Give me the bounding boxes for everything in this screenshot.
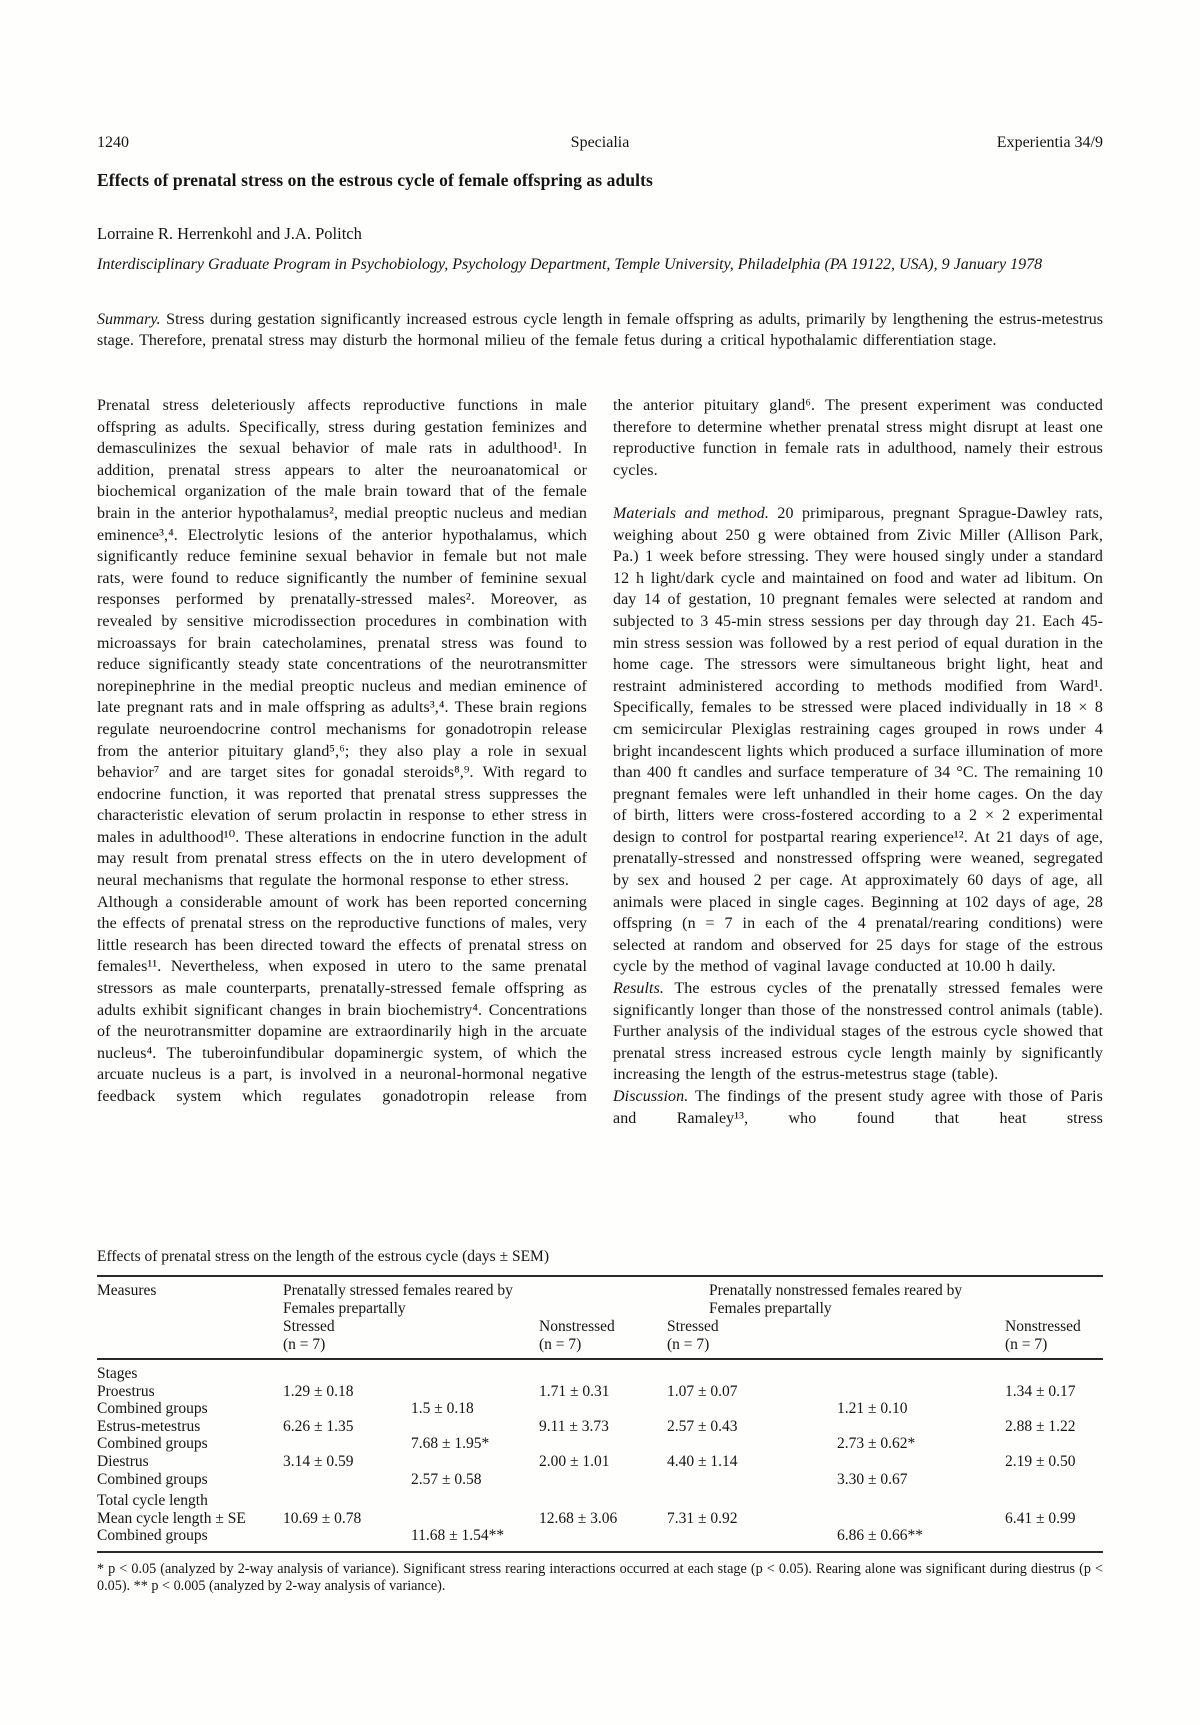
paragraph-lead: Discussion. bbox=[613, 1088, 689, 1105]
table-body bbox=[97, 1360, 1103, 1553]
row-label: Combined groups bbox=[97, 1435, 208, 1453]
row-value: 2.88 ± 1.22 bbox=[1005, 1417, 1076, 1435]
row-value: 4.40 ± 1.14 bbox=[667, 1452, 738, 1470]
row-value bbox=[283, 1492, 411, 1510]
table-row bbox=[97, 1435, 1103, 1453]
subcol-stressed-1 bbox=[283, 1318, 411, 1354]
row-value: 6.26 ± 1.35 bbox=[283, 1417, 354, 1435]
row-value: 2.57 ± 0.58 bbox=[411, 1470, 482, 1488]
row-value: 6.86 ± 0.66** bbox=[837, 1527, 924, 1545]
row-value bbox=[539, 1527, 667, 1545]
row-value: 2.73 ± 0.62* bbox=[837, 1435, 916, 1453]
table-row bbox=[97, 1383, 1103, 1401]
paragraph-lead: Materials and method. bbox=[613, 504, 770, 522]
row-value: 1.71 ± 0.31 bbox=[539, 1382, 610, 1400]
section-heading: Specialia bbox=[570, 134, 630, 151]
row-value bbox=[667, 1471, 837, 1489]
table-header bbox=[97, 1275, 1103, 1360]
row-value bbox=[283, 1471, 411, 1489]
paragraph-text: 20 primiparous, pregnant Sprague-Dawley rats, weighing about 250 g were obtained from Zivic Miller (Allison Park, Pa.) 1 week before stressing. They were housed singly under a standard 12 h light/dark cycle and maintained on food and water ad libitum. On day 14 of gestation, 10 pregnant females were selected at random and subjected to 3 45-min stress sessions per day through day 21. Each 45-min stress session was followed by a rest period of equal duration in the home cage. The stressors were simultaneous bright light, heat and restraint administered according to methods modified from Ward¹. Specifically, females to be stressed were placed individually in 18 × 8 cm semicircular Plexiglas restraining cages grouped in rows under 4 bright incandescent lights which produced a surface illumination of more than 400 ft candles and surface temperature of 34 °C. The remaining 10 pregnant females were left unhandled in their home cages. On the day of birth, litters were cross-fostered according to a 2 × 2 experimental design to control for postpartal rearing experience¹². At 21 days of age, prenatally-stressed and nonstressed offspring were weaned, segregated by sex and housed 2 per cage. At approximately 60 days of age, all animals were placed in single cages. Beginning at 102 days of age, 28 offspring (n = 7 in each of the 4 prenatal/rearing conditions) were selected at random and observed for 25 days for stage of the estrous cycle by the method of vaginal lavage conducted at 10.00 h daily. bbox=[613, 504, 1104, 976]
table-row bbox=[97, 1418, 1103, 1436]
body-paragraph: Prenatal stress deleteriously affects reproductive functions in male offspring as adults. Specifically, stress during gestation feminizes and demasculinizes the sexual behavior of male rats in adulthood¹. In addition, prenatal stress appears to alter the neuroanatomical or biochemical organization of the male brain toward that of the female brain in the anterior hypothalamus², medial preoptic nucleus and median eminence³,⁴. Electrolytic lesions of the anterior hypothalamus, which significantly reduce feminine sexual behavior in female but not male rats, were found to reduce significantly the number of feminine sexual responses performed by prenatally-stressed males². Moreover, as revealed by sensitive microdissection procedures in combination with microassays for brain catecholamines, prenatal stress was found to reduce significantly steady state concentrations of the neurotransmitter norepinephrine in the medial preoptic nucleus and median eminence of late pregnant rats and in male offspring as adults³,⁴. These brain regions regulate neuroendocrine control mechanisms for gonadotropin release from the anterior pituitary gland⁵,⁶; they also play a role in sexual behavior⁷ and are target sites for gonadal steroids⁸,⁹. With regard to endocrine function, it was reported that prenatal stress suppresses the characteristic elevation of serum prolactin in response to ether stress in males in adulthood¹⁰. These alterations in endocrine function in the adult may result from prenatal stress effects on the in utero development of neural mechanisms that regulate the hormonal response to ether stress. bbox=[97, 397, 587, 890]
row-value bbox=[539, 1400, 667, 1418]
row-value: 7.68 ± 1.95* bbox=[411, 1435, 490, 1453]
row-value: 12.68 ± 3.06 bbox=[539, 1509, 618, 1527]
subcol-nonstressed-2 bbox=[1005, 1318, 1103, 1354]
table-row bbox=[97, 1400, 1103, 1418]
row-value: 2.19 ± 0.50 bbox=[1005, 1452, 1076, 1470]
subcol-n: (n = 7) bbox=[283, 1336, 326, 1353]
row-value: 1.29 ± 0.18 bbox=[283, 1382, 354, 1400]
row-value bbox=[667, 1492, 837, 1510]
row-value bbox=[411, 1510, 539, 1528]
subcol-n: (n = 7) bbox=[539, 1336, 582, 1353]
row-value bbox=[837, 1365, 1005, 1383]
subcol-label: Nonstressed bbox=[539, 1318, 615, 1335]
row-value bbox=[539, 1365, 667, 1383]
table-caption: Effects of prenatal stress on the length of the estrous cycle (days ± SEM) bbox=[97, 1248, 549, 1265]
journal-issue: Experientia 34/9 bbox=[996, 134, 1103, 151]
row-value bbox=[1005, 1400, 1103, 1418]
row-label: Combined groups bbox=[97, 1470, 208, 1488]
row-value bbox=[283, 1435, 411, 1453]
subcol-nonstressed-1 bbox=[539, 1318, 667, 1354]
row-label: Estrus-metestrus bbox=[97, 1417, 201, 1435]
row-label: Combined groups bbox=[97, 1400, 208, 1418]
row-value: 1.34 ± 0.17 bbox=[1005, 1382, 1076, 1400]
row-value bbox=[283, 1365, 411, 1383]
subcol-n: (n = 7) bbox=[1005, 1336, 1048, 1353]
row-value bbox=[411, 1383, 539, 1401]
row-value: 1.5 ± 0.18 bbox=[411, 1400, 474, 1418]
row-value bbox=[411, 1492, 539, 1510]
row-value bbox=[539, 1471, 667, 1489]
paragraph-text: The estrous cycles of the prenatally stressed females were significantly longer than those of the nonstressed control animals (table). Further analysis of the individual stages of the estrous cycle showed that prenatal stress increased estrous cycle length mainly by significantly increasing the length of the estrus-metestrus stage (table). bbox=[613, 980, 1103, 1084]
col-header-measures: Measures bbox=[97, 1282, 157, 1299]
col-group-nonstressed bbox=[709, 1282, 1103, 1318]
subcol-stressed-2 bbox=[667, 1318, 837, 1354]
row-value: 2.00 ± 1.01 bbox=[539, 1452, 610, 1470]
table-row bbox=[97, 1453, 1103, 1471]
body-paragraph bbox=[613, 1086, 1103, 1129]
row-value bbox=[539, 1435, 667, 1453]
row-label: Diestrus bbox=[97, 1452, 149, 1470]
table-row bbox=[97, 1510, 1103, 1528]
row-value: 11.68 ± 1.54** bbox=[411, 1527, 505, 1545]
row-value bbox=[283, 1400, 411, 1418]
row-value: 2.57 ± 0.43 bbox=[667, 1417, 738, 1435]
subcol-label: Stressed bbox=[283, 1318, 335, 1335]
row-value bbox=[283, 1527, 411, 1545]
row-value bbox=[667, 1527, 837, 1545]
article-title: Effects of prenatal stress on the estrous cycle of female offspring as adults bbox=[97, 170, 653, 190]
table-row bbox=[97, 1527, 1103, 1545]
row-value bbox=[539, 1492, 667, 1510]
body-paragraph bbox=[613, 503, 1103, 978]
row-value: 10.69 ± 0.78 bbox=[283, 1509, 362, 1527]
row-value bbox=[837, 1510, 1005, 1528]
running-head bbox=[97, 134, 1103, 152]
row-value bbox=[411, 1453, 539, 1471]
row-value: 1.07 ± 0.07 bbox=[667, 1382, 738, 1400]
group-subtitle: Females prepartally bbox=[283, 1300, 406, 1317]
row-value bbox=[837, 1453, 1005, 1471]
row-value bbox=[1005, 1435, 1103, 1453]
group-title: Prenatally stressed females reared by bbox=[283, 1282, 513, 1299]
table-row bbox=[97, 1492, 1103, 1510]
subcol-label: Nonstressed bbox=[1005, 1318, 1081, 1335]
body-columns bbox=[97, 395, 1103, 1129]
row-value: 1.21 ± 0.10 bbox=[837, 1400, 908, 1418]
row-value bbox=[667, 1400, 837, 1418]
table-section bbox=[97, 1248, 1103, 1596]
table-row bbox=[97, 1471, 1103, 1489]
row-value bbox=[1005, 1492, 1103, 1510]
subcol-label: Stressed bbox=[667, 1318, 719, 1335]
group-subtitle: Females prepartally bbox=[709, 1300, 832, 1317]
col-group-stressed bbox=[283, 1282, 709, 1318]
body-paragraph: Although a considerable amount of work has been reported concerning the effects of prenatal stress on the reproductive functions of males, very little research has been directed toward the effects of prenatal stress on females¹¹. Nevertheless, when exposed in utero to the same prenatal stressors as male counterparts, prenatally-stressed female offspring as adults exhibit significant changes in brain biochemistry⁴. Concentrations of the neurotransmitter dopamine are extraordinarily high in the arcuate nucleus⁴. The tuberoinfundibular dopaminergic system, of which the arcuate nucleus is a part, is involved in a neuronal-hormonal negative feedback system which regulates gonadotropin release from bbox=[97, 893, 587, 1105]
row-label: Stages bbox=[97, 1365, 138, 1382]
row-value: 3.14 ± 0.59 bbox=[283, 1452, 354, 1470]
row-value bbox=[837, 1418, 1005, 1436]
paragraph-text: The findings of the present study agree with those of Paris and Ramaley¹³, who found that heat stress bbox=[613, 1088, 1104, 1127]
summary-text: Stress during gestation significantly increased estrous cycle length in female offspring as adults, primarily by lengthening the estrus-metestrus stage. Therefore, prenatal stress may disturb the hormonal milieu of the female fetus during a critical hypothalamic differentiation stage. bbox=[97, 311, 1104, 349]
body-paragraph bbox=[613, 978, 1103, 1086]
row-value bbox=[667, 1435, 837, 1453]
row-value: 3.30 ± 0.67 bbox=[837, 1470, 908, 1488]
row-value bbox=[1005, 1527, 1103, 1545]
row-label: Total cycle length bbox=[97, 1492, 208, 1510]
group-title: Prenatally nonstressed females reared by bbox=[709, 1282, 963, 1299]
row-value bbox=[667, 1365, 837, 1383]
article-authors: Lorraine R. Herrenkohl and J.A. Politch bbox=[97, 224, 362, 243]
row-label: Mean cycle length ± SE bbox=[97, 1509, 246, 1527]
row-value bbox=[1005, 1365, 1103, 1383]
row-value: 6.41 ± 0.99 bbox=[1005, 1509, 1076, 1527]
table-footnote: * p < 0.05 (analyzed by 2-way analysis of variance). Significant stress rearing interactions occurred at each stage (p < 0.05). Rearing alone was significant during diestrus (p < 0.05). ** p < 0.005 (analyzed by 2-way analysis of variance). bbox=[97, 1560, 1103, 1595]
right-column bbox=[613, 395, 1103, 1129]
summary-label: Summary. bbox=[97, 311, 161, 328]
row-value bbox=[1005, 1471, 1103, 1489]
row-value bbox=[411, 1365, 539, 1383]
left-column bbox=[97, 395, 587, 1129]
row-value: 9.11 ± 3.73 bbox=[539, 1417, 609, 1435]
body-paragraph: the anterior pituitary gland⁶. The present experiment was conducted therefore to determine whether prenatal stress might disrupt at least one reproductive function in female rats in adulthood, namely their estrous cycles. bbox=[613, 397, 1103, 479]
row-value: 7.31 ± 0.92 bbox=[667, 1509, 738, 1527]
row-label: Combined groups bbox=[97, 1527, 208, 1545]
subcol-n: (n = 7) bbox=[667, 1336, 710, 1353]
page-number: 1240 bbox=[97, 134, 129, 151]
row-value bbox=[411, 1418, 539, 1436]
summary-paragraph bbox=[97, 310, 1103, 352]
paragraph-lead: Results. bbox=[613, 980, 665, 998]
table-row bbox=[97, 1365, 1103, 1383]
row-value bbox=[837, 1492, 1005, 1510]
row-label: Proestrus bbox=[97, 1382, 155, 1400]
article-affiliation: Interdisciplinary Graduate Program in Psychobiology, Psychology Department, Temple University, Philadelphia (PA 19122, USA), 9 January 1978 bbox=[97, 256, 1043, 273]
row-value bbox=[837, 1383, 1005, 1401]
